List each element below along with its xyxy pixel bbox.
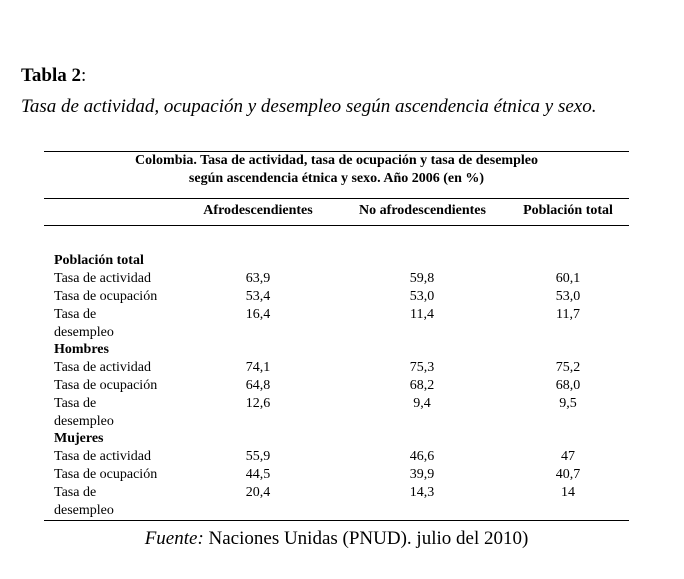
- table-row-poblacion-total-actividad: [0, 270, 684, 288]
- row-label: Tasa de actividad: [54, 449, 151, 464]
- row-value: 14: [561, 485, 575, 500]
- table-caption: [44, 152, 629, 188]
- row-label: [54, 484, 184, 520]
- header-bottom-rule: [44, 225, 629, 226]
- row-label: Tasa de actividad: [54, 271, 151, 286]
- row-value: 11,7: [556, 307, 580, 322]
- table-row-poblacion-total-ocupacion: [0, 288, 684, 306]
- table-row-hombres-desempleo: [0, 395, 684, 429]
- group-hombres: [0, 341, 684, 359]
- row-value: 63,9: [245, 271, 271, 286]
- row-value: 55,9: [245, 449, 271, 464]
- row-value: 40,7: [555, 467, 581, 482]
- group-mujeres: [0, 430, 684, 448]
- group-label: Población total: [54, 253, 144, 268]
- row-label-line-2: desempleo: [54, 503, 114, 518]
- table-row-mujeres-actividad: [0, 448, 684, 466]
- row-value: 53,0: [409, 289, 435, 304]
- row-value: 14,3: [409, 485, 435, 500]
- row-value: 12,6: [245, 396, 271, 411]
- row-value: 60,1: [555, 271, 581, 286]
- row-value: 11,4: [410, 307, 434, 322]
- source-label: Fuente:: [144, 528, 204, 549]
- document-title: [21, 64, 86, 88]
- group-label: Hombres: [54, 342, 109, 357]
- table-row-hombres-actividad: [0, 359, 684, 377]
- row-value: 64,8: [245, 378, 271, 393]
- row-value: 68,2: [409, 378, 435, 393]
- row-value: 75,3: [409, 360, 435, 375]
- row-label: Tasa de ocupación: [54, 467, 158, 482]
- row-label-line-1: Tasa de: [54, 307, 97, 322]
- row-value: 20,4: [245, 485, 271, 500]
- source-text: Naciones Unidas (PNUD). julio del 2010): [203, 528, 529, 549]
- column-header-no-afro: No afrodescendientes: [359, 203, 486, 218]
- row-value: 39,9: [409, 467, 435, 482]
- table-source: [44, 527, 629, 551]
- row-value: 9,5: [559, 396, 577, 411]
- row-label-line-1: Tasa de: [54, 485, 97, 500]
- row-value: 53,4: [245, 289, 271, 304]
- row-value: 9,4: [413, 396, 431, 411]
- row-value: 44,5: [245, 467, 271, 482]
- caption-bottom-rule: [44, 198, 629, 199]
- document-subtitle: Tasa de actividad, ocupación y desempleo según ascendencia étnica y sexo.: [21, 96, 597, 117]
- row-label: [54, 306, 184, 342]
- row-value: 68,0: [555, 378, 581, 393]
- table-row-poblacion-total-desempleo: [0, 306, 684, 340]
- row-value: 47: [561, 449, 575, 464]
- row-label: Tasa de ocupación: [54, 378, 158, 393]
- table-row-mujeres-desempleo: [0, 484, 684, 518]
- row-label: Tasa de actividad: [54, 360, 151, 375]
- column-header-total: Población total: [523, 203, 613, 218]
- title-label: Tabla 2: [21, 65, 82, 86]
- row-value: 75,2: [555, 360, 581, 375]
- caption-line-2: según ascendencia étnica y sexo. Año 2006 (en %): [188, 171, 485, 186]
- row-value: 59,8: [409, 271, 435, 286]
- row-label: [54, 395, 184, 431]
- row-label-line-2: desempleo: [54, 325, 114, 340]
- row-label-line-1: Tasa de: [54, 396, 97, 411]
- row-label: Tasa de ocupación: [54, 289, 158, 304]
- table-row-mujeres-ocupacion: [0, 466, 684, 484]
- row-label-line-2: desempleo: [54, 414, 114, 429]
- group-label: Mujeres: [54, 431, 104, 446]
- row-value: 53,0: [555, 289, 581, 304]
- table-row-hombres-ocupacion: [0, 377, 684, 395]
- table-bottom-rule: [44, 520, 629, 521]
- row-value: 46,6: [409, 449, 435, 464]
- caption-line-1: Colombia. Tasa de actividad, tasa de ocupación y tasa de desempleo: [135, 153, 538, 168]
- row-value: 74,1: [245, 360, 271, 375]
- title-suffix: :: [81, 65, 87, 86]
- group-poblacion-total: [0, 252, 684, 270]
- column-header-afro: Afrodescendientes: [203, 203, 313, 218]
- row-value: 16,4: [245, 307, 271, 322]
